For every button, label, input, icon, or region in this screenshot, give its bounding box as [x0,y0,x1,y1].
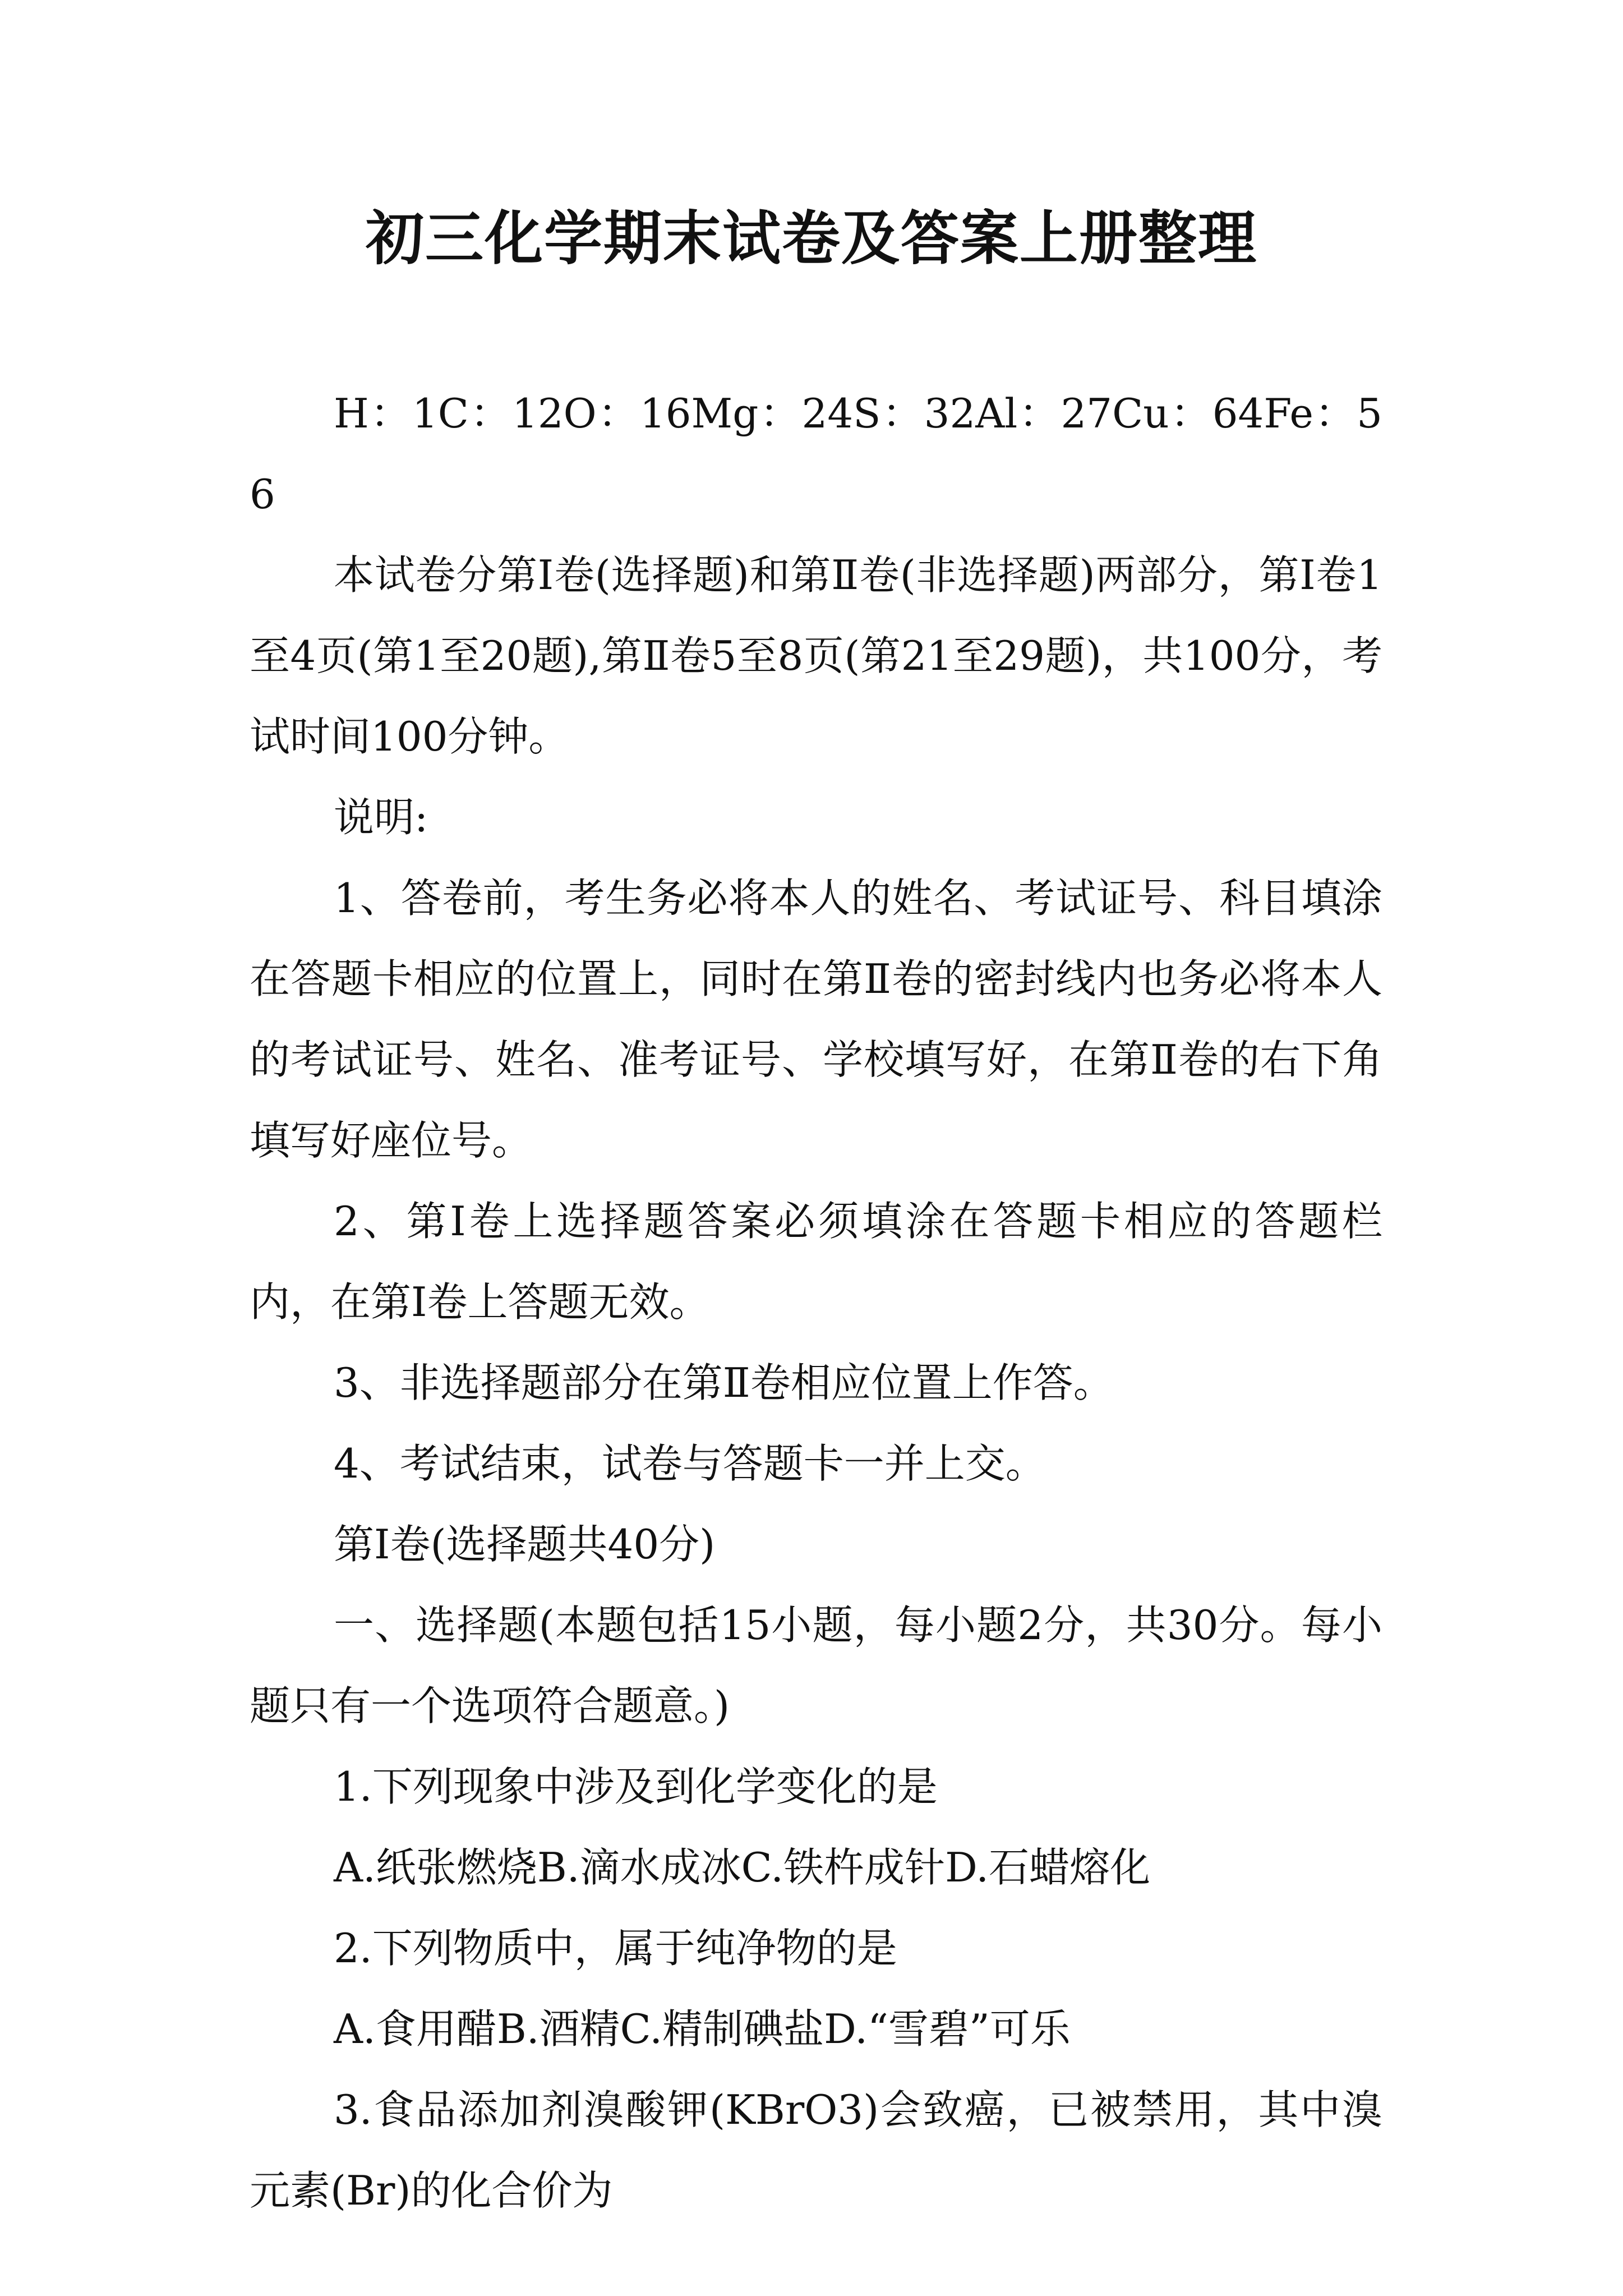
document-title: 初三化学期末试卷及答案上册整理 [365,204,1257,273]
question-2: 2.下列物质中，属于纯净物的是 [334,1925,897,1972]
question-2-options: A.食用醋B.酒精C.精制碘盐D.“雪碧”可乐 [334,2005,1071,2053]
question-1: 1.下列现象中涉及到化学变化的是 [334,1763,938,1810]
instruction-item-2: 2、第Ⅰ卷上选择题答案必须填涂在答题卡相应的答题栏内，在第Ⅰ卷上答题无效。 [250,1198,1382,1326]
exam-structure-paragraph: 本试卷分第Ⅰ卷(选择题)和第Ⅱ卷(非选择题)两部分，第Ⅰ卷1至4页(第1至20题),第Ⅱ卷5至8页(第21至29题)，共100分，考试时间100分钟。 [250,551,1382,760]
instruction-item-3: 3、非选择题部分在第Ⅱ卷相应位置上作答。 [334,1359,1114,1406]
atomic-masses-line: H：1C：12O：16Mg：24S：32Al：27Cu：64Fe：56 [250,390,1382,518]
instruction-item-1: 1、答卷前，考生务必将本人的姓名、考试证号、科目填涂在答题卡相应的位置上，同时在第Ⅱ卷的密封线内也务必将本人的考试证号、姓名、准考证号、学校填写好，在第Ⅱ卷的右下角填写好座位号。 [250,875,1382,1164]
question-1-options: A.纸张燃烧B.滴水成冰C.铁杵成针D.石蜡熔化 [334,1844,1151,1891]
section-one-heading: 一、选择题(本题包括15小题，每小题2分，共30分。每小题只有一个选项符合题意。) [250,1602,1382,1729]
document-body [250,373,1382,2231]
part-one-heading: 第Ⅰ卷(选择题共40分) [334,1521,716,1568]
question-3: 3.食品添加剂溴酸钾(KBrO3)会致癌，已被禁用，其中溴元素(Br)的化合价为 [250,2086,1382,2214]
instruction-item-4: 4、考试结束，试卷与答题卡一并上交。 [334,1440,1046,1487]
instructions-heading: 说明: [334,794,428,841]
